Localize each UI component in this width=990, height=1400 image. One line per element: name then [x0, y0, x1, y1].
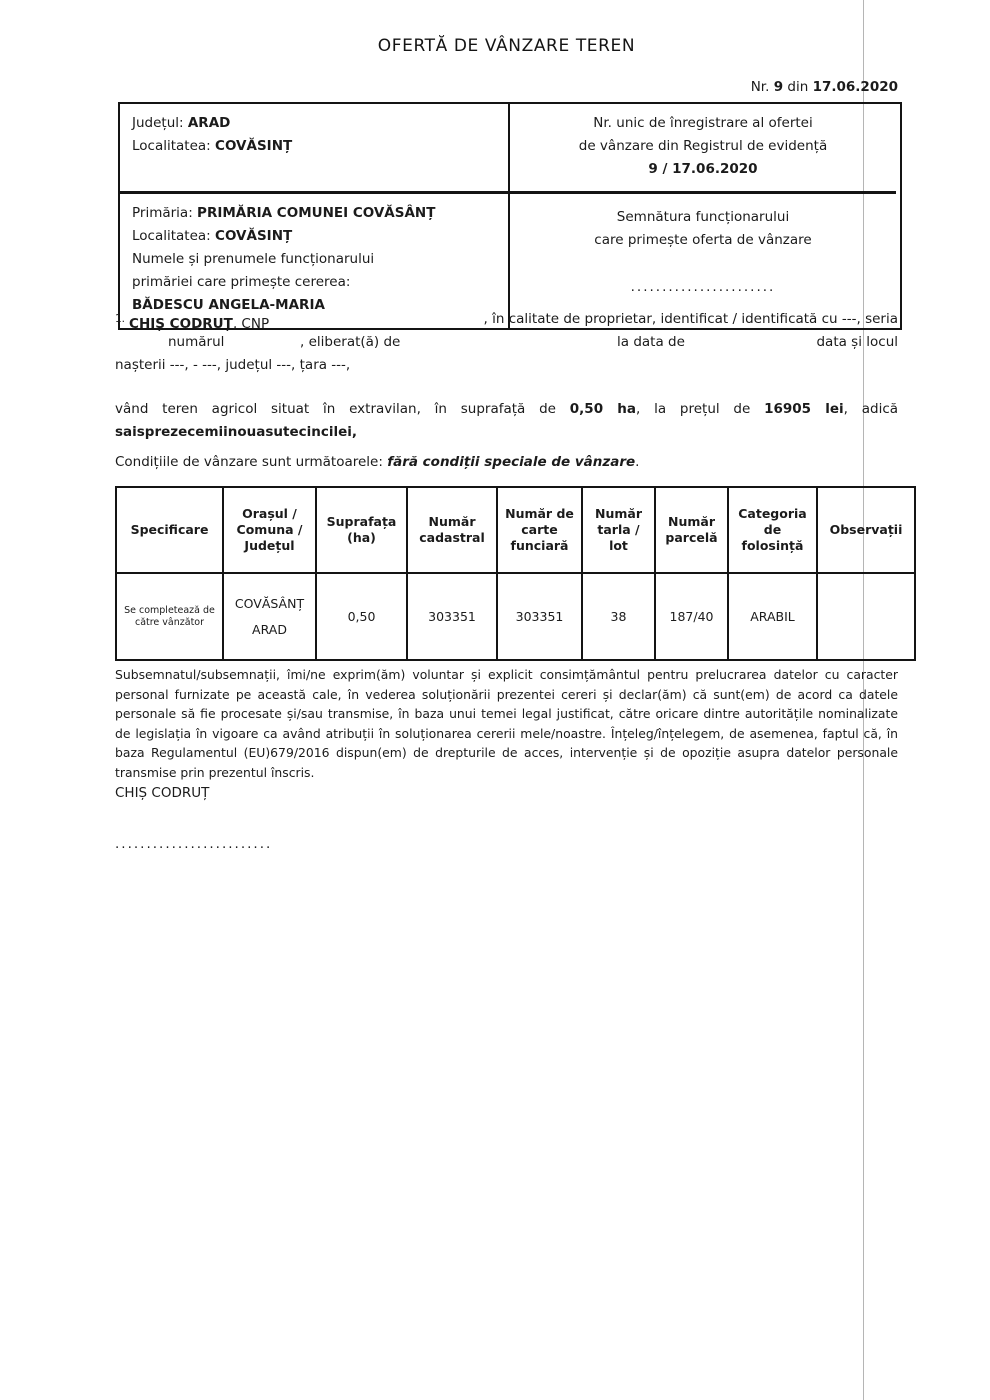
cell-nr-unic — [508, 104, 896, 191]
judet-line — [132, 112, 496, 135]
data-nr-carte-funciara: 303351 — [496, 574, 581, 659]
data-judet: ARAD — [252, 621, 287, 637]
sale-part3: , adică — [843, 401, 899, 417]
localitate-line — [132, 135, 496, 158]
datalocul-label: data și locul — [816, 334, 898, 350]
sale-area: 0,50 ha — [569, 401, 637, 417]
sale-part1: vând teren agricol situat în extravilan, în suprafață de — [115, 401, 556, 417]
header-observatii: Observații — [816, 488, 914, 574]
header-specificare: Specificare — [117, 488, 222, 574]
header-suprafata: Suprafața (ha) — [315, 488, 406, 574]
conditions-label: Condițiile de vânzare sunt următoarele: — [115, 454, 383, 470]
data-nr-cadastral: 303351 — [406, 574, 496, 659]
conditions-line — [115, 454, 898, 470]
declaration-line1 — [115, 308, 898, 331]
data-nr-parcela: 187/40 — [654, 574, 727, 659]
functionar-line2: primăriei care primește cererea: — [132, 274, 351, 290]
localitate2-label: Localitatea: — [132, 228, 211, 244]
data-observatii — [816, 574, 914, 659]
primaria-line — [132, 202, 496, 225]
header-oras-comuna-judet: Orașul / Comuna / Județul — [222, 488, 315, 574]
consent-paragraph: Subsemnatul/subsemnații, îmi/ne exprim(ăm) voluntar și explicit consimțământul pentru prelucrarea datelor cu caracter personal furnizate pe această cale, în vederea soluționării prezentei cereri și declar(ăm) că sunt(em) de acord ca datele personale să fie procesate și/sau transmise, în baza unui temei legal justificat, către oricare dintre autoritățile nominalizate de legislația în vigoare ca având atribuții în soluționarea cererii mele/noastre. Înțeleg/înțelegem, de asemenea, faptul că, în baza Regulamentul (EU)679/2016 dispun(em) de drepturile de acces, intervenție și de opoziție asupra datelor personale transmise prin prezentul înscris. — [115, 667, 898, 780]
declaration-line1-rest: , în calitate de proprietar, identificat / identificată cu ---, seria — [483, 311, 898, 327]
registration-date: 17.06.2020 — [812, 79, 898, 95]
reg-line1: Nr. unic de înregistrare al ofertei — [593, 115, 813, 131]
semnatura-dots: ....................... — [630, 279, 776, 295]
ladata-label: la data de — [617, 334, 685, 350]
owner-name: CHIȘ CODRUȚ — [129, 316, 233, 332]
localitate-label: Localitatea: — [132, 138, 211, 154]
sale-price-words: saisprezecemiinouasutecincilei, — [115, 424, 358, 440]
localitate2-line — [132, 225, 496, 248]
semnatura-line2: care primește oferta de vânzare — [594, 232, 812, 248]
registration-prefix: Nr. — [750, 79, 770, 95]
header-nr-tarla: Număr tarla / lot — [581, 488, 654, 574]
judet-label: Județul: — [132, 115, 184, 131]
localitate-value: COVĂSINȚ — [215, 138, 293, 154]
page-title: OFERTĂ DE VÂNZARE TEREN — [377, 36, 636, 56]
data-nr-tarla: 38 — [581, 574, 654, 659]
declaration-paragraph — [115, 308, 898, 377]
seller-signature-name: CHIȘ CODRUȚ — [115, 785, 210, 801]
data-suprafata: 0,50 — [315, 574, 406, 659]
data-oras: COVĂSÂNȚ — [234, 595, 305, 611]
footnote-marker: 1. — [115, 313, 126, 325]
declaration-line2 — [115, 331, 898, 354]
reg-value: 9 / 17.06.2020 — [648, 161, 758, 177]
conditions-period: . — [635, 454, 640, 470]
header-nr-parcela: Număr parcelă — [654, 488, 727, 574]
cell-judet-localitate — [120, 104, 508, 191]
localitate2-value: COVĂSINȚ — [215, 228, 293, 244]
semnatura-line1: Semnătura funcționarului — [616, 209, 790, 225]
registration-number-line — [115, 79, 898, 95]
judet-value: ARAD — [187, 115, 231, 131]
info-table — [118, 102, 902, 330]
registration-din: din — [787, 79, 809, 95]
header-nr-cadastral: Număr cadastral — [406, 488, 496, 574]
declaration-line3: nașterii ---, - ---, județul ---, țara ---, — [115, 357, 351, 373]
data-oras-judet — [222, 574, 315, 659]
conditions-value: fără condiții speciale de vânzare — [387, 454, 636, 470]
header-categoria: Categoria de folosință — [727, 488, 816, 574]
reg-line2: de vânzare din Registrul de evidență — [578, 138, 828, 154]
sale-paragraph — [115, 398, 898, 444]
sale-part2: , la prețul de — [636, 401, 751, 417]
signature-dots: ......................... — [115, 836, 273, 852]
numarul-label: numărul — [168, 334, 225, 350]
header-nr-carte-funciara: Număr de carte funciară — [496, 488, 581, 574]
functionar-name: BĂDESCU ANGELA-MARIA — [132, 297, 325, 313]
sale-price: 16905 lei — [764, 401, 844, 417]
data-specificare: Se completează de către vânzător — [124, 604, 215, 628]
primaria-label: Primăria: — [132, 205, 193, 221]
land-table — [115, 486, 916, 661]
functionar-line1: Numele și prenumele funcționarului — [132, 251, 375, 267]
data-categoria: ARABIL — [727, 574, 816, 659]
eliberat-label: , eliberat(ă) de — [300, 334, 401, 350]
registration-number: 9 — [773, 79, 784, 95]
cnp-label: , CNP — [232, 316, 270, 332]
primaria-value: PRIMĂRIA COMUNEI COVĂSÂNȚ — [197, 205, 436, 221]
